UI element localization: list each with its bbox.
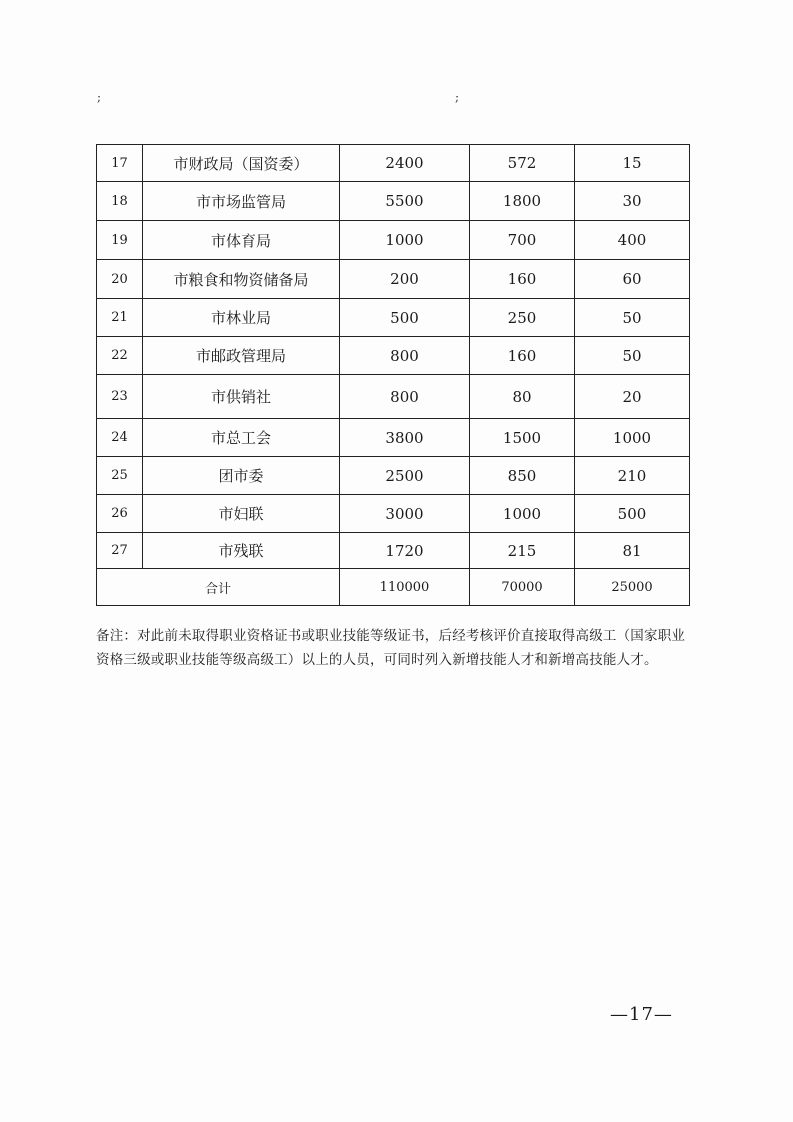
total-c2: 70000 bbox=[470, 569, 575, 606]
stray-mark-left: ; bbox=[97, 90, 102, 104]
row-unit-name: 市财政局（国资委） bbox=[143, 145, 340, 182]
row-index: 25 bbox=[97, 457, 143, 495]
table-total-row bbox=[97, 569, 690, 606]
row-unit-name: 市妇联 bbox=[143, 495, 340, 533]
row-value-1: 3800 bbox=[340, 419, 470, 457]
row-value-2: 1800 bbox=[470, 182, 575, 221]
row-value-2: 572 bbox=[470, 145, 575, 182]
row-value-2: 1000 bbox=[470, 495, 575, 533]
row-value-3: 30 bbox=[575, 182, 690, 221]
row-index: 27 bbox=[97, 533, 143, 569]
row-index: 17 bbox=[97, 145, 143, 182]
table-row bbox=[97, 182, 690, 221]
row-value-3: 20 bbox=[575, 375, 690, 419]
table-row bbox=[97, 221, 690, 260]
table-row bbox=[97, 145, 690, 182]
row-value-1: 2500 bbox=[340, 457, 470, 495]
table-row bbox=[97, 457, 690, 495]
row-unit-name: 市邮政管理局 bbox=[143, 337, 340, 375]
row-index: 19 bbox=[97, 221, 143, 260]
row-value-1: 3000 bbox=[340, 495, 470, 533]
row-unit-name: 市总工会 bbox=[143, 419, 340, 457]
row-value-1: 2400 bbox=[340, 145, 470, 182]
row-unit-name: 市粮食和物资储备局 bbox=[143, 260, 340, 299]
table-row bbox=[97, 419, 690, 457]
row-value-1: 500 bbox=[340, 299, 470, 337]
table-row bbox=[97, 495, 690, 533]
row-index: 22 bbox=[97, 337, 143, 375]
row-value-1: 200 bbox=[340, 260, 470, 299]
row-value-2: 700 bbox=[470, 221, 575, 260]
row-value-3: 400 bbox=[575, 221, 690, 260]
total-label: 合计 bbox=[97, 569, 340, 606]
row-value-3: 81 bbox=[575, 533, 690, 569]
table-row bbox=[97, 533, 690, 569]
row-unit-name: 市供销社 bbox=[143, 375, 340, 419]
row-index: 18 bbox=[97, 182, 143, 221]
row-index: 23 bbox=[97, 375, 143, 419]
row-value-1: 1000 bbox=[340, 221, 470, 260]
row-value-2: 80 bbox=[470, 375, 575, 419]
quota-table bbox=[96, 144, 690, 606]
row-index: 20 bbox=[97, 260, 143, 299]
row-value-2: 160 bbox=[470, 260, 575, 299]
row-value-2: 250 bbox=[470, 299, 575, 337]
row-index: 26 bbox=[97, 495, 143, 533]
row-value-3: 1000 bbox=[575, 419, 690, 457]
row-value-1: 1720 bbox=[340, 533, 470, 569]
row-value-1: 800 bbox=[340, 337, 470, 375]
table-row bbox=[97, 299, 690, 337]
row-value-2: 215 bbox=[470, 533, 575, 569]
row-unit-name: 市残联 bbox=[143, 533, 340, 569]
row-value-3: 50 bbox=[575, 299, 690, 337]
footnote: 备注：对此前未取得职业资格证书或职业技能等级证书，后经考核评价直接取得高级工（国家职业资格三级或职业技能等级高级工）以上的人员，可同时列入新增技能人才和新增高技能人才。 bbox=[96, 628, 686, 668]
row-value-2: 1500 bbox=[470, 419, 575, 457]
row-value-3: 15 bbox=[575, 145, 690, 182]
row-unit-name: 团市委 bbox=[143, 457, 340, 495]
table-row bbox=[97, 260, 690, 299]
row-unit-name: 市体育局 bbox=[143, 221, 340, 260]
stray-mark-right: ; bbox=[455, 90, 460, 104]
row-value-3: 210 bbox=[575, 457, 690, 495]
row-value-3: 60 bbox=[575, 260, 690, 299]
row-value-2: 850 bbox=[470, 457, 575, 495]
row-value-1: 5500 bbox=[340, 182, 470, 221]
row-index: 24 bbox=[97, 419, 143, 457]
row-value-3: 50 bbox=[575, 337, 690, 375]
row-value-3: 500 bbox=[575, 495, 690, 533]
row-index: 21 bbox=[97, 299, 143, 337]
row-unit-name: 市林业局 bbox=[143, 299, 340, 337]
table-row bbox=[97, 375, 690, 419]
row-unit-name: 市市场监管局 bbox=[143, 182, 340, 221]
page-number: —17— bbox=[610, 1004, 673, 1025]
total-c1: 110000 bbox=[340, 569, 470, 606]
table-row bbox=[97, 337, 690, 375]
total-c3: 25000 bbox=[575, 569, 690, 606]
row-value-1: 800 bbox=[340, 375, 470, 419]
row-value-2: 160 bbox=[470, 337, 575, 375]
